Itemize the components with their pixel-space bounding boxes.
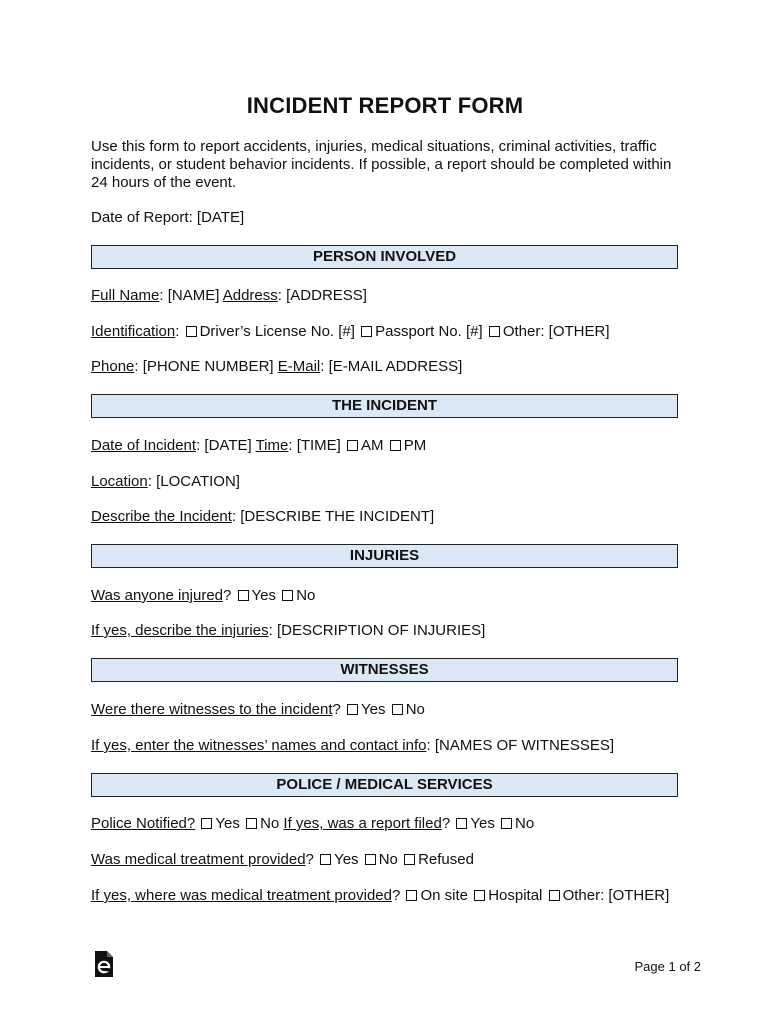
anyone-injured-line: Was anyone injured? Yes No [91, 587, 316, 604]
id-other-label: Other: [OTHER] [502, 323, 610, 340]
witnesses-question-label: Were there witnesses to the incident [91, 701, 333, 718]
witnesses-no-checkbox[interactable] [392, 704, 403, 715]
section-injuries: INJURIES [91, 544, 678, 568]
police-yes-label: Yes [215, 815, 240, 832]
address-field[interactable]: [ADDRESS] [286, 287, 367, 304]
describe-injuries-label: If yes, describe the injuries [91, 622, 269, 639]
report-no-checkbox[interactable] [501, 818, 512, 829]
full-name-field[interactable]: [NAME] [167, 287, 220, 304]
section-person-involved: PERSON INVOLVED [91, 245, 678, 269]
injured-no-label: No [296, 587, 316, 604]
location-field[interactable]: [LOCATION] [156, 473, 240, 490]
pm-checkbox[interactable] [390, 440, 401, 451]
describe-incident-label: Describe the Incident [91, 508, 232, 525]
witnesses-no-label: No [405, 701, 425, 718]
date-of-report-line: Date of Report: [DATE] [91, 209, 245, 226]
report-yes-label: Yes [470, 815, 495, 832]
treatment-other-label: Other: [OTHER] [562, 887, 670, 904]
phone-email-line: Phone: [PHONE NUMBER] E-Mail: [E-MAIL ADDRESS] [91, 358, 463, 375]
treatment-yes-label: Yes [334, 851, 359, 868]
describe-injuries-line: If yes, describe the injuries: [DESCRIPTION OF INJURIES] [91, 622, 486, 639]
incident-date-time-line: Date of Incident: [DATE] Time: [TIME] AM PM [91, 437, 427, 454]
report-yes-checkbox[interactable] [456, 818, 467, 829]
treatment-location-label: If yes, where was medical treatment provided [91, 887, 392, 904]
anyone-injured-label: Was anyone injured [91, 587, 224, 604]
phone-field[interactable]: [PHONE NUMBER] [142, 358, 274, 375]
witness-names-label: If yes, enter the witnesses’ names and contact info [91, 737, 427, 754]
on-site-label: On site [420, 887, 469, 904]
police-no-label: No [260, 815, 280, 832]
email-label: E-Mail [277, 358, 321, 375]
location-line: Location: [LOCATION] [91, 473, 240, 490]
address-label: Address [222, 287, 278, 304]
passport-checkbox[interactable] [361, 326, 372, 337]
treatment-refused-label: Refused [418, 851, 474, 868]
describe-injuries-field[interactable]: [DESCRIPTION OF INJURIES] [276, 622, 486, 639]
injured-no-checkbox[interactable] [282, 590, 293, 601]
identification-label: Identification [91, 323, 176, 340]
location-label: Location [91, 473, 148, 490]
incident-date-field[interactable]: [DATE] [204, 437, 252, 454]
hospital-label: Hospital [488, 887, 543, 904]
describe-incident-line: Describe the Incident: [DESCRIBE THE INCIDENT] [91, 508, 435, 525]
date-of-report-label: Date of Report [91, 209, 189, 226]
time-label: Time [255, 437, 289, 454]
section-the-incident: THE INCIDENT [91, 394, 678, 418]
police-yes-checkbox[interactable] [201, 818, 212, 829]
am-label: AM [361, 437, 384, 454]
section-police-medical: POLICE / MEDICAL SERVICES [91, 773, 678, 797]
witnesses-yes-checkbox[interactable] [347, 704, 358, 715]
id-other-checkbox[interactable] [489, 326, 500, 337]
hospital-checkbox[interactable] [474, 890, 485, 901]
witness-names-line: If yes, enter the witnesses’ names and contact info: [NAMES OF WITNESSES] [91, 737, 614, 754]
drivers-license-label: Driver’s License No. [#] [199, 323, 355, 340]
treatment-no-checkbox[interactable] [365, 854, 376, 865]
police-no-checkbox[interactable] [246, 818, 257, 829]
identification-line: Identification: Driver’s License No. [#] Passport No. [#] Other: [OTHER] [91, 323, 610, 340]
incident-date-label: Date of Incident [91, 437, 197, 454]
full-name-line: Full Name: [NAME] Address: [ADDRESS] [91, 287, 367, 304]
page-number: Page 1 of 2 [634, 959, 701, 974]
treatment-location-line: If yes, where was medical treatment provided? On site Hospital Other: [OTHER] [91, 887, 670, 904]
treatment-yes-checkbox[interactable] [320, 854, 331, 865]
medical-treatment-line: Was medical treatment provided? Yes No Refused [91, 851, 474, 868]
intro-paragraph: Use this form to report accidents, injuries, medical situations, criminal activities, traffic incidents, or student behavior incidents. If possible, a report should be completed within 24 hours of the event. [91, 138, 672, 191]
section-witnesses: WITNESSES [91, 658, 678, 682]
report-no-label: No [515, 815, 535, 832]
injured-yes-label: Yes [251, 587, 277, 604]
witness-names-field[interactable]: [NAMES OF WITNESSES] [434, 737, 614, 754]
treatment-other-checkbox[interactable] [549, 890, 560, 901]
passport-label: Passport No. [#] [375, 323, 483, 340]
on-site-checkbox[interactable] [406, 890, 417, 901]
police-notified-line: Police Notified? Yes No If yes, was a report filed? Yes No [91, 815, 535, 832]
date-of-report-value[interactable]: [DATE] [196, 209, 245, 226]
drivers-license-checkbox[interactable] [186, 326, 197, 337]
eforms-logo-icon [94, 950, 114, 982]
describe-incident-field[interactable]: [DESCRIBE THE INCIDENT] [240, 508, 435, 525]
witnesses-question-line: Were there witnesses to the incident? Yes No [91, 701, 425, 718]
witnesses-yes-label: Yes [361, 701, 386, 718]
time-field[interactable]: [TIME] [296, 437, 341, 454]
phone-label: Phone [91, 358, 135, 375]
medical-treatment-label: Was medical treatment provided [91, 851, 306, 868]
treatment-no-label: No [378, 851, 398, 868]
email-field[interactable]: [E-MAIL ADDRESS] [328, 358, 463, 375]
pm-label: PM [403, 437, 427, 454]
treatment-refused-checkbox[interactable] [404, 854, 415, 865]
report-filed-label: If yes, was a report filed [283, 815, 442, 832]
police-notified-label: Police Notified? [91, 815, 196, 832]
am-checkbox[interactable] [347, 440, 358, 451]
injured-yes-checkbox[interactable] [238, 590, 249, 601]
page-title: INCIDENT REPORT FORM [246, 93, 524, 118]
full-name-label: Full Name [91, 287, 160, 304]
